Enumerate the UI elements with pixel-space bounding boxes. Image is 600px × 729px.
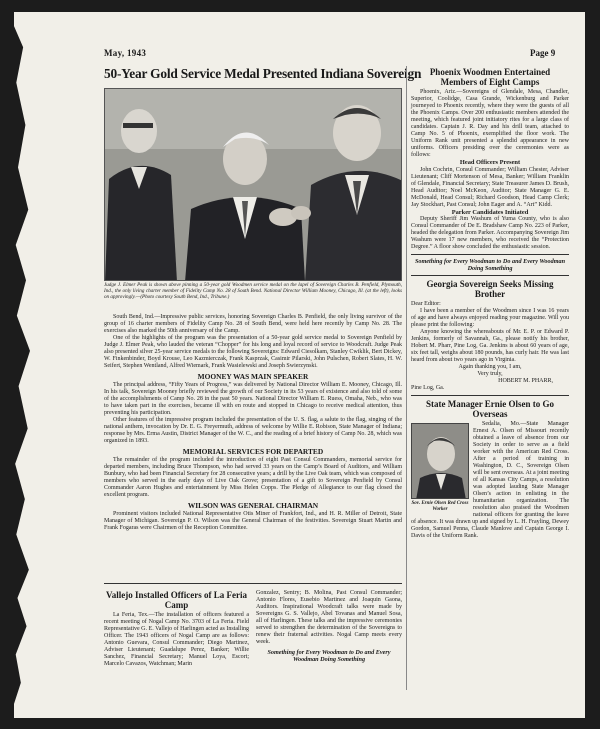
filler-slogan: Something for Every Woodman to Do and Every Woodman Doing Something [267, 649, 391, 664]
article-title: Phoenix Woodmen Entertained Members of Eight Camps [429, 67, 551, 87]
main-article [104, 314, 402, 532]
article-paragraph: Again thanking you, I am, [458, 364, 522, 371]
location: Pine Log, Ga. [411, 385, 445, 392]
page-number: Page 9 [530, 48, 556, 58]
main-headline: 50-Year Gold Service Medal Presented Indiana Sovereign [104, 66, 422, 81]
article-paragraph: Other features of the impressive program included the presentation of the U. S. flag, a salute to the flag, singing of the national anthem, invocation by Dr. E. G. Freyermuth, address of welcome by Willie E. Robison, State Manager of Indiana; response by Mrs. Erma Austin, District Manager of the W. C., and the reading of a brief history of Camp No. 28, which was organized in 1893. [104, 417, 402, 444]
article-paragraph: The principal address, “Fifty Years of Progress,” was delivered by National Director William E. Mooney, Chicago, Ill. In his talk, Sovereign Mooney briefly reviewed the growth of our Society in its 53 years of existence and also told of some of the accomplishments of Camp No. 28 in the past 50 years. National Director William E. Ruess, Omaha, Neb., who was to have taken part in the exercises, became ill with en route and stopped in Chicago to receive medical attention, thus preventing his participation. [104, 382, 402, 416]
article-title: State Manager Ernie Olsen to Go Overseas [425, 399, 555, 420]
article-title: Vallejo Installed Officers of La Feria Camp [106, 590, 247, 610]
subheading: Head Officers Present [459, 159, 521, 166]
article-paragraph: One of the highlights of the program was the presentation of a 50-year gold service medal to Sovereign Penfield by Judge J. Elmer Peak, who lauded the veteran “Chopper” for his long and loyal record of service to Woodcraft. Judge Peak also presented silver 25-year service medals to the following Sovereigns: Edward Ciesolkam, Stanley Cwiklik, Bert Dickey, W. Finkenbinder, Boyd Krouse, Leo Kazmierczak, Frank Kasprzak, Casimir Pilarski, John Pulschen, Robert Slates, H. W. Seifert, Stephen Wentland, Alfred Wiemark, Frank Wasielewski and Joseph Swierzynski. [104, 335, 402, 369]
vallejo-article-col2 [256, 590, 402, 666]
divider [411, 395, 569, 396]
right-column [411, 64, 569, 540]
signature: HOBERT M. PHARR, [498, 378, 553, 385]
section-divider [104, 583, 402, 584]
closing: Very truly, [477, 371, 503, 378]
section-heading: WILSON WAS GENERAL CHAIRMAN [187, 501, 319, 510]
medal-ceremony-photo [104, 88, 402, 281]
article-paragraph: La Feria, Tex.—The installation of officers featured a recent meeting of Nogal Camp No. 3703 of La Feria. Field Representative G. E. Vallejo of Harlingen acted as Installing Officer. The 1943 officers of Nogal Camp are as follows: Antonio Guevara, Consul Commander; Diego Martinez, Adviser Lieutenant; Guadalupe Perez, Banker; Willie Sanchez, Financial Secretary; Manuel Loya, Escort; Marcelo Cavazos, Watchman; Marin [104, 612, 249, 667]
divider [411, 275, 569, 276]
issue-date: May, 1943 [104, 48, 147, 58]
portrait-caption: Sov. Ernie Olsen Red Cross Worker [411, 501, 469, 513]
article-paragraph: Anyone knowing the whereabouts of Mr. E. P. or Edward P. Jenkins, formerly of Savannah, Ga., please notify his brother, Hobert M. Pharr, Pine Log, Ga. Jenkins is about 60 years of age, six feet tall, weighs about 180 pounds, has curly hair. He was last heard from about two years ago in Virginia. [411, 329, 569, 364]
salutation: Dear Editor: [411, 301, 441, 308]
olsen-portrait [411, 423, 469, 499]
article-paragraph: Gonzalez, Sentry; B. Molina, Past Consul Commander; Antonio Flores, Eusebio Martinez and Joaquin Gaona, Auditors. Inspirational Woodcraft talks were made by Sovereigns G. S. Vallejo, Abel Tovanas and Manuel Sosa, all of Harlingen. These talks and the impressive ceremonies served to strengthen the determination of the Sovereigns to renew their fraternal activities. Nogal Camp meets every week. [256, 590, 402, 645]
article-title: Georgia Sovereign Seeks Missing Brother [426, 279, 554, 300]
vallejo-article-col1 [104, 587, 249, 668]
article-paragraph: Sedalia, Mo.—State Manager Ernest A. Olsen of Missouri recently obtained a leave of absence from our Society in order to serve as a field worker with the American Red Cross. After a period of training in Washington, D. C., Sovereign Olsen will be sent overseas. At a joint meeting of all Kansas City Camps, a resolution was adopted lauding State Manager Olsen’s action in enlisting in the humanitarian organization. The resolution also praised the Woodmen national officers for granting the leave of absence. It was drawn up and signed by L. H. Frayling, Dewey Gordon, Samuel Penna, Claude Manlove and Captain George I. Davis of the Uniform Rank. [411, 421, 569, 540]
article-paragraph: John Cochrin, Consul Commander; William Chester, Adviser Lieutenant; Cliff Mortenson of Mesa, Banker; William Franklin of Glendale, Financial Secretary; State Treasurer James D. Brush, Head Auditor; Noel McKeon, Auditor; State Manager G. E. McDonald, Head Consul; Richard Goodson, Head Camp Clerk; Jay Stockhart, Past Consul; John Eager and A. “Art” Kidd. [411, 166, 569, 208]
article-paragraph: South Bend, Ind.—Impressive public services, honoring Sovereign Charles B. Penfield, the only living survivor of the group of 16 charter members of Fidelity Camp No. 28 of South Bend, were held here recently by Camp No. 28. The exercises also marked the 50th anniversary of the Camp. [104, 314, 402, 334]
article-paragraph: Prominent visitors included National Representative Otis Miner of Frankfort, Ind., and H. R. Miller of Detroit, State Manager of Michigan. Sovereign P. O. Wilson was the General Chairman of the festivities. Sovereign Stuart Martin and Frank Fogaras were Chairmen of the Reception Committee. [104, 511, 402, 531]
column-rule [406, 66, 407, 690]
section-heading: MEMORIAL SERVICES FOR DEPARTED [182, 447, 324, 456]
article-paragraph: Phoenix, Ariz.—Sovereigns of Glendale, Mesa, Chandler, Superior, Coolidge, Casa Grande, Wickenburg and Parker journeyed to Phoenix recently, where they were the guests of all the Phoenix Camps. Over 200 enthusiastic members attended the meeting, which featured joint initiatory rites for a large class of candidates. Captain J. R. Day and his drill team, attached to Camp No. 5 of Phoenix, exemplified the floor work. The Uniform Rank unit presented a splendid appearance in new uniforms. Officers presiding over the ceremonies were as follows: [411, 89, 569, 158]
article-paragraph: Deputy Sheriff Jim Washum of Yuma County, who is also Consul Commander of De E. Bradshaw Camp No. 223 of Parker, headed the delegation from Parker. Accompanying Sovereign Jim Washum were 17 new members, who received the “Protection Degree.” A floor show concluded the enthusiastic session. [411, 216, 569, 250]
filler-slogan: Something for Every Woodman to Do and Every Woodman Doing Something [414, 258, 566, 273]
divider [411, 254, 569, 255]
article-paragraph: I have been a member of the Woodmen since I was 16 years of age and have always enjoyed reading your magazine. Will you please print the following: [411, 308, 569, 329]
section-heading: MOONEY WAS MAIN SPEAKER [197, 372, 309, 381]
photo-caption: Judge J. Elmer Peak is shown above pinning a 50-year gold Woodmen service medal on the lapel of Sovereign Charles B. Penfield, Plymouth, Ind., the only living charter member of Fidelity Camp No. 28 of South Bend. National Director William Mooney, Chicago, Ill. (at the left), looks on approvingly.—(Photo courtesy South Bend, Ind., Tribune.) [104, 282, 402, 301]
article-paragraph: The remainder of the program included the introduction of eight Past Consul Commanders, memorial service for departed members, including Bruce Thompson, who had served 33 years on the Camp’s Board of Auditors, and William Bunbury, who had been Financial Secretary for 28 consecutive years; a drill by the Live Oak team, which was composed of members who served in the early days of Live Oak Grove; presentation of a gift to Sovereign Penfield by Consul Commander Aaron Hughes and entertainment by Miss Helen Copps. The Pledge of Allegiance to our flag closed the excellent program. [104, 457, 402, 498]
subheading: Parker Candidates Initiated [451, 208, 529, 216]
